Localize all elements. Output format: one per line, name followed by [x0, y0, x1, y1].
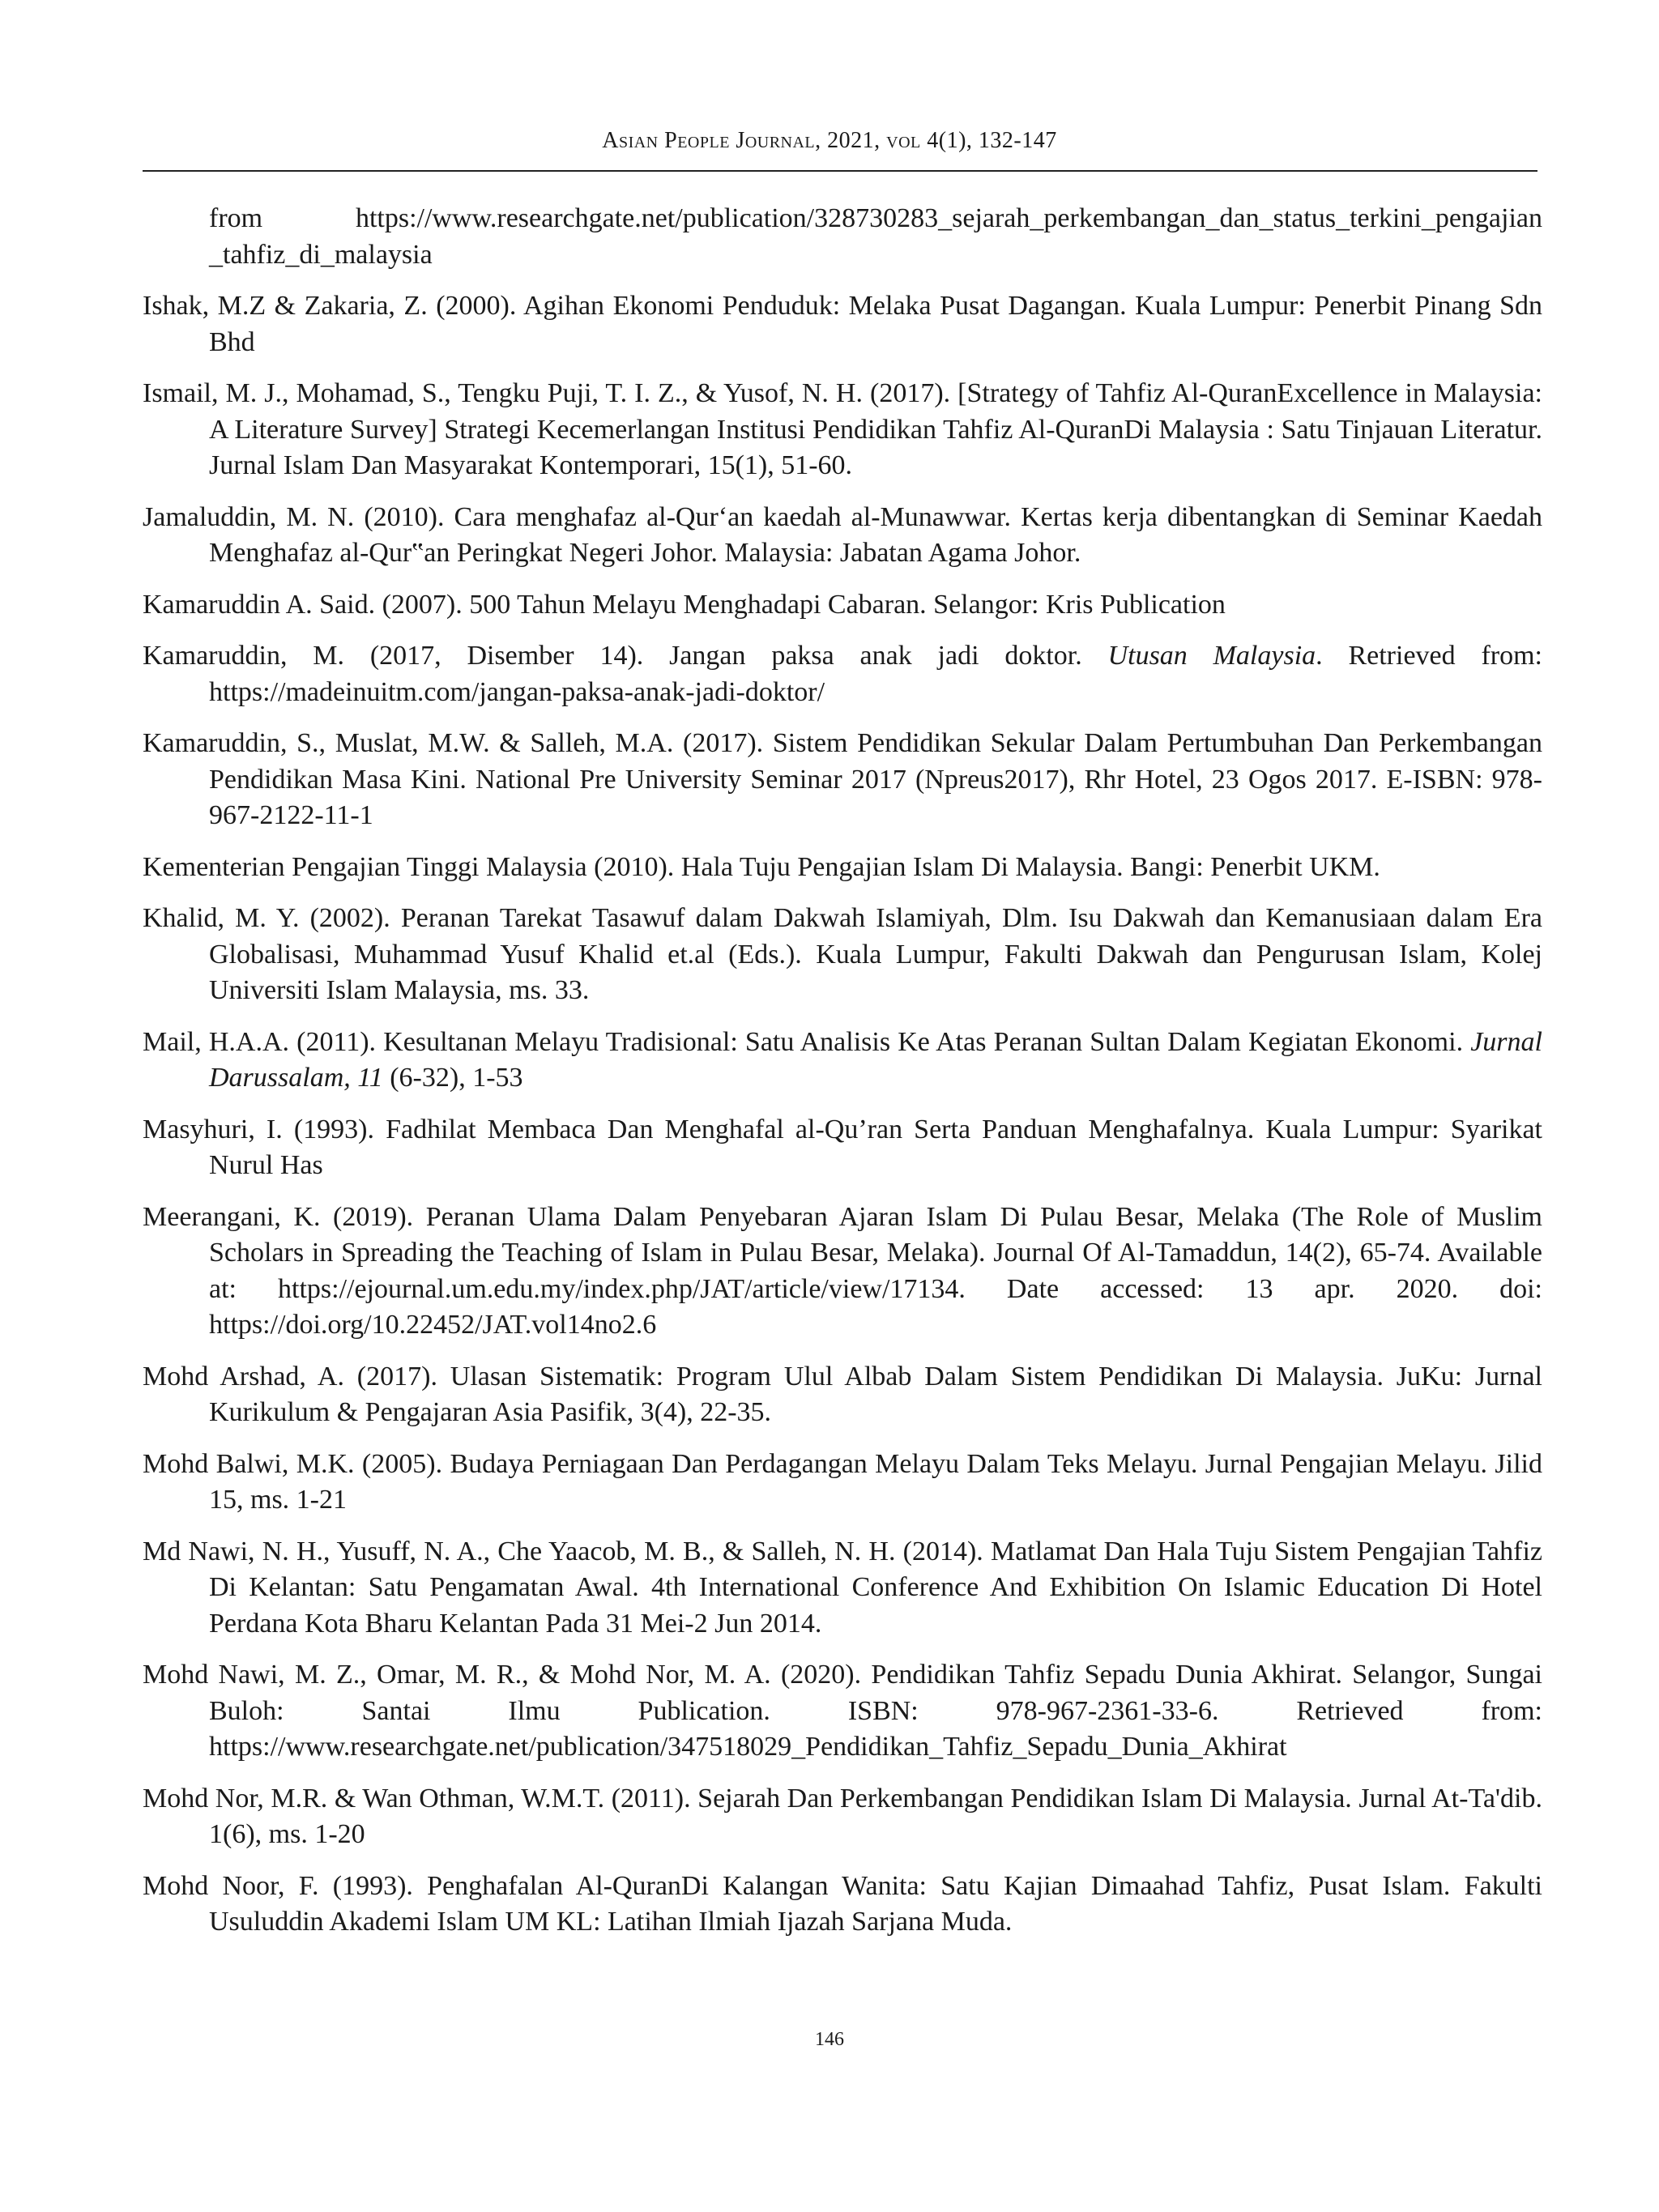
reference-text: Meerangani, K. (2019). Peranan Ulama Dalam Penyebaran Ajaran Islam Di Pulau Besar, Melaka (The Role of Muslim Scholars in Spreading the Teaching of Islam in Pulau Besar, Melaka). Journal Of Al-Tamaddun, 14(2), 65-74. Available at: https://ejournal.um.edu.my/index.php/JAT/article/view/17134. Date accessed: 13 apr. 2020. doi: https://doi.org/10.22452/JAT.vol14no2.6: [143, 1201, 1542, 1340]
reference-entry: [143, 1359, 1542, 1431]
header-word-asian: Asian: [602, 128, 659, 153]
reference-text: Masyhuri, I. (1993). Fadhilat Membaca Dan Menghafal al-Qu’ran Serta Panduan Menghafalnya. Kuala Lumpur: Syarikat Nurul Has: [143, 1114, 1542, 1180]
reference-text: Kamaruddin, M. (2017, Disember 14). Jangan paksa anak jadi doktor.: [143, 641, 1108, 671]
reference-entry: [143, 1200, 1542, 1344]
reference-text-tail: (6-32), 1-53: [382, 1063, 523, 1093]
reference-list: [143, 201, 1542, 1956]
reference-entry: [143, 1025, 1542, 1097]
reference-entry: [143, 500, 1542, 572]
reference-continuation: [143, 201, 1542, 273]
reference-text: Khalid, M. Y. (2002). Peranan Tarekat Tasawuf dalam Dakwah Islamiyah, Dlm. Isu Dakwah dan Kemanusiaan dalam Era Globalisasi, Muhammad Yusuf Khalid et.al (Eds.). Kuala Lumpur, Fakulti Dakwah dan Pengurusan Islam, Kolej Universiti Islam Malaysia, ms. 33.: [143, 903, 1542, 1005]
reference-entry: [143, 376, 1542, 484]
reference-entry: [143, 901, 1542, 1009]
header-word-people: People: [664, 128, 730, 153]
reference-entry: [143, 1447, 1542, 1519]
reference-entry: [143, 587, 1542, 624]
header-vol-label: vol: [886, 128, 921, 153]
reference-text: Mohd Noor, F. (1993). Penghafalan Al-QuranDi Kalangan Wanita: Satu Kajian Dimaahad Tahfiz, Pusat Islam. Fakulti Usuluddin Akademi Islam UM KL: Latihan Ilmiah Ijazah Sarjana Muda.: [143, 1870, 1542, 1937]
reference-text: Mohd Balwi, M.K. (2005). Budaya Perniagaan Dan Perdagangan Melayu Dalam Teks Melayu. Jurnal Pengajian Melayu. Jilid 15, ms. 1-21: [143, 1448, 1542, 1515]
reference-entry: [143, 1869, 1542, 1941]
reference-text: Ishak, M.Z & Zakaria, Z. (2000). Agihan Ekonomi Penduduk: Melaka Pusat Dagangan. Kuala Lumpur: Penerbit Pinang Sdn Bhd: [143, 291, 1542, 357]
reference-text: Md Nawi, N. H., Yusuff, N. A., Che Yaacob, M. B., & Salleh, N. H. (2014). Matlamat Dan Hala Tuju Sistem Pengajian Tahfiz Di Kelantan: Satu Pengamatan Awal. 4th International Conference And Exhibition On Islamic Education Di Hotel Perdana Kota Bharu Kelantan Pada 31 Mei-2 Jun 2014.: [143, 1536, 1542, 1639]
running-header: [0, 128, 1659, 154]
reference-text: Mail, H.A.A. (2011). Kesultanan Melayu Tradisional: Satu Analisis Ke Atas Peranan Sultan Dalam Kegiatan Ekonomi.: [143, 1026, 1471, 1057]
header-rule: [143, 170, 1537, 172]
reference-text: Mohd Nawi, M. Z., Omar, M. R., & Mohd Nor, M. A. (2020). Pendidikan Tahfiz Sepadu Dunia Akhirat. Selangor, Sungai Buloh: Santai Ilmu Publication. ISBN: 978-967-2361-33-6. Retrieved from: https://www.researchgate.net/publication/347518029_Pendidikan_Tahfiz_Sepadu_Dunia_Akhirat: [143, 1660, 1542, 1762]
header-year: , 2021,: [815, 128, 887, 153]
reference-text: Mohd Arshad, A. (2017). Ulasan Sistematik: Program Ulul Albab Dalam Sistem Pendidikan Di Malaysia. JuKu: Jurnal Kurikulum & Pengajaran Asia Pasifik, 3(4), 22-35.: [143, 1361, 1542, 1427]
header-word-journal: Journal: [736, 128, 816, 153]
header-volume-pages: 4(1), 132-147: [920, 128, 1057, 153]
reference-text: Mohd Nor, M.R. & Wan Othman, W.M.T. (2011). Sejarah Dan Perkembangan Pendidikan Islam Di Malaysia. Jurnal At-Ta'dib. 1(6), ms. 1-20: [143, 1783, 1542, 1849]
reference-text: Kementerian Pengajian Tinggi Malaysia (2010). Hala Tuju Pengajian Islam Di Malaysia. Bangi: Penerbit UKM.: [143, 851, 1380, 882]
reference-entry: [143, 726, 1542, 834]
reference-text: Kamaruddin A. Said. (2007). 500 Tahun Melayu Menghadapi Cabaran. Selangor: Kris Publication: [143, 589, 1226, 620]
reference-text-tail: . Retrieved from: https://madeinuitm.com/jangan-paksa-anak-jadi-doktor/: [209, 641, 1542, 707]
reference-text: Kamaruddin, S., Muslat, M.W. & Salleh, M.A. (2017). Sistem Pendidikan Sekular Dalam Pertumbuhan Dan Perkembangan Pendidikan Masa Kini. National Pre University Seminar 2017 (Npreus2017), Rhr Hotel, 23 Ogos 2017. E-ISBN: 978-967-2122-11-1: [143, 728, 1542, 830]
reference-entry: [143, 850, 1542, 886]
reference-entry: [143, 288, 1542, 360]
reference-text: Jamaluddin, M. N. (2010). Cara menghafaz al-Qur‘an kaedah al-Munawwar. Kertas kerja dibentangkan di Seminar Kaedah Menghafaz al-Qur‟an Peringkat Negeri Johor. Malaysia: Jabatan Agama Johor.: [143, 501, 1542, 568]
reference-entry: [143, 1534, 1542, 1643]
reference-text: Ismail, M. J., Mohamad, S., Tengku Puji, T. I. Z., & Yusof, N. H. (2017). [Strategy of Tahfiz Al-QuranExcellence in Malaysia: A Literature Survey] Strategi Kecemerlangan Institusi Pendidikan Tahfiz Al-QuranDi Malaysia : Satu Tinjauan Literatur. Jurnal Islam Dan Masyarakat Kontemporari, 15(1), 51-60.: [143, 378, 1542, 480]
reference-italic-title: Utusan Malaysia: [1107, 641, 1316, 671]
reference-entry: [143, 1781, 1542, 1853]
reference-italic-title: Jurnal Darussalam, 11: [209, 1026, 1542, 1093]
reference-entry: [143, 638, 1542, 710]
reference-text: from https://www.researchgate.net/publication/328730283_sejarah_perkembangan_dan_status_terkini_pengajian _tahfiz_di_malaysia: [209, 203, 1542, 270]
reference-entry: [143, 1657, 1542, 1766]
page-number: 146: [815, 2029, 844, 2050]
reference-entry: [143, 1112, 1542, 1184]
